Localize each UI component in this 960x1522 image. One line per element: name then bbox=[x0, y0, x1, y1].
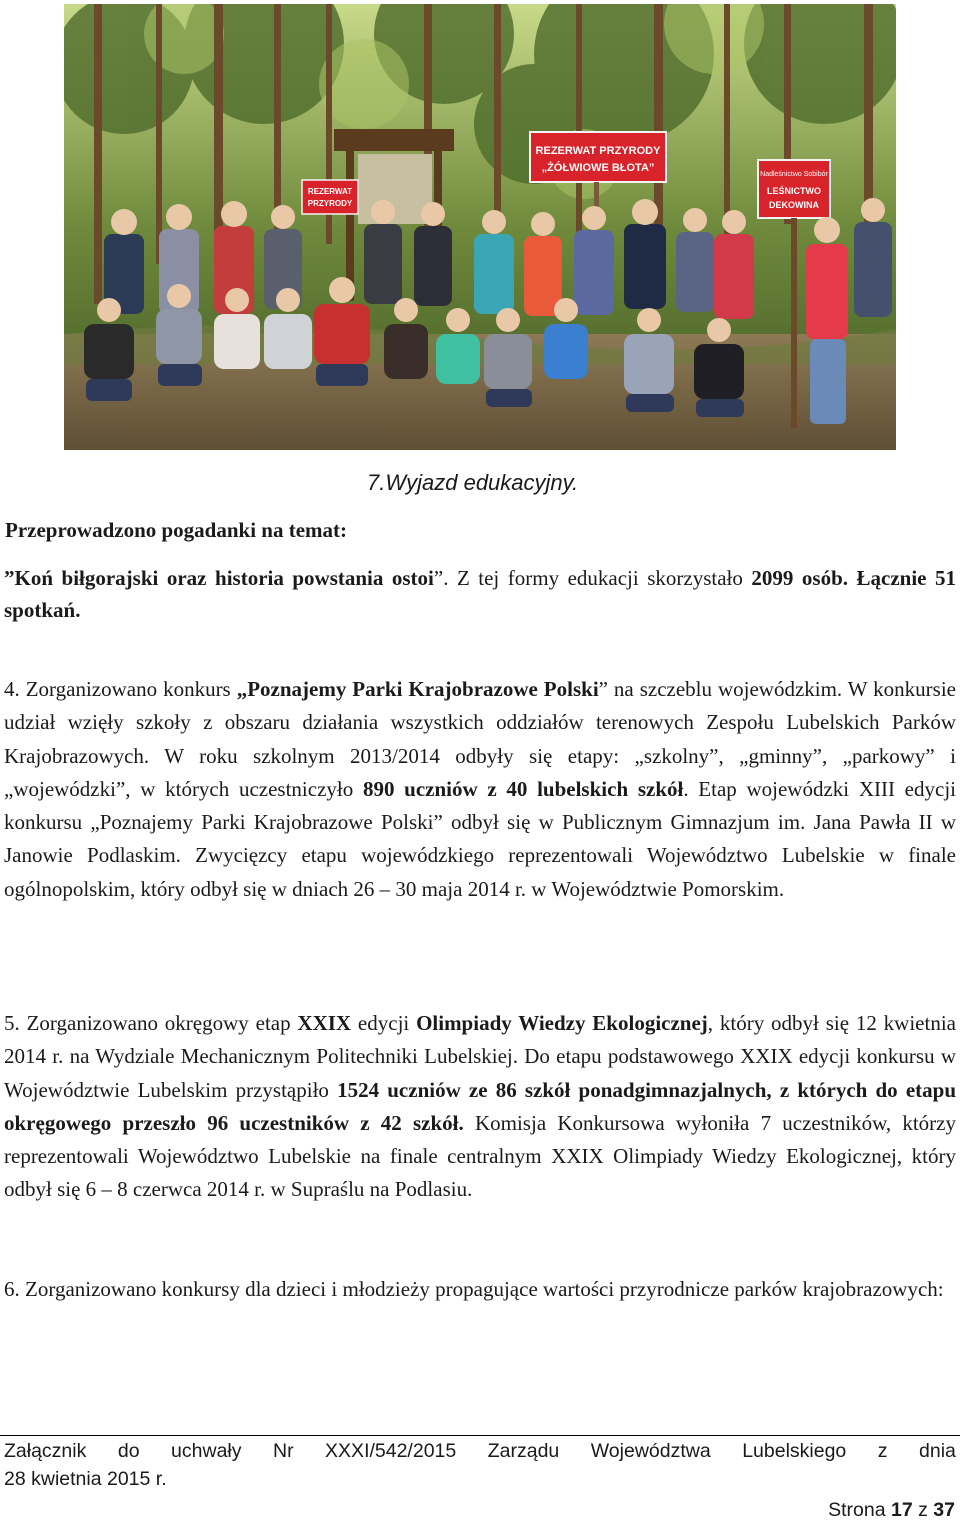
p4-bold-1: „Poznajemy Parki Krajobrazowe Polski bbox=[236, 677, 599, 701]
p5-bold-2: Olimpiady Wiedzy Ekologicznej bbox=[416, 1011, 708, 1035]
main-sign-line2: „ŻÓŁWIOWE BŁOTA” bbox=[541, 162, 655, 174]
footer-word: Województwa bbox=[590, 1440, 711, 1462]
p5-text-2: edycji bbox=[351, 1011, 417, 1035]
footer-word: z bbox=[877, 1440, 888, 1462]
right-sign-line3: DEKOWINA bbox=[769, 200, 819, 210]
p5-text-1: 5. Zorganizowano okręgowy etap bbox=[4, 1011, 298, 1035]
paragraph-5 bbox=[4, 1007, 956, 1207]
footer-divider bbox=[0, 1435, 960, 1436]
p5-text-4: Komisja Konkursowa wyłoniła 7 uczestników, którzy reprezentowali Województwo Lubelskie na finale centralnym XXIX Olimpiady Wiedzy Ekologicznej, który odbył się 6 – 8 czerwca 2014 r. w Supraślu na Podlasiu. bbox=[4, 1110, 956, 1202]
footer-word: Lubelskiego bbox=[742, 1440, 847, 1462]
right-sign-line1: Nadleśnictwo Sobibór bbox=[760, 171, 828, 178]
left-sign-line1: REZERWAT bbox=[307, 187, 353, 196]
p5-bold-1: XXIX bbox=[297, 1011, 352, 1035]
current-page: 17 bbox=[891, 1499, 913, 1521]
p4-text-1: 4. Zorganizowano konkurs bbox=[4, 677, 237, 701]
talk-text: ”. Z tej formy edukacji skorzystało bbox=[433, 566, 752, 590]
p4-text-2: ” na szczeblu wojewódzkim. W konkursie udział wzięły szkoły z obszaru działania wszystkich oddziałów terenowych Zespołu Lubelskich Parków Krajobrazowych. W roku szkolnym 2013/2014 odbyły się etapy: „szkolny”, „gminny”, „parkowy” i „wojewódzki”, w których uczestniczyło bbox=[4, 677, 956, 801]
footer-line-2: 28 kwietnia 2015 r. bbox=[4, 1468, 167, 1490]
of-label: z bbox=[918, 1499, 928, 1521]
footer-word: do bbox=[117, 1440, 140, 1462]
footer-word: XXXI/542/2015 bbox=[325, 1440, 457, 1462]
p5-bold-3: 1524 uczniów ze 86 szkół ponadgimnazjalnych, z których do etapu okręgowego przeszło 96 uczestników z 42 szkół. bbox=[4, 1077, 957, 1135]
main-sign-line1: REZERWAT PRZYRODY bbox=[535, 145, 661, 157]
p4-bold-2: 890 uczniów z 40 lubelskich szkół bbox=[362, 776, 684, 801]
paragraph-talks bbox=[4, 562, 956, 626]
right-sign-line2: LEŚNICTWO bbox=[767, 186, 821, 196]
talk-topic: ”Koń biłgorajski oraz historia powstania ostoi bbox=[4, 566, 434, 590]
p5-text-3: , który odbył się 12 kwietnia 2014 r. na Wydziale Mechanicznym Politechniki Lubelskiej. Do etapu podstawowego XXIX edycji konkursu w Województwie Lubelskim przystąpiło bbox=[4, 1011, 956, 1102]
footer-word: Zarządu bbox=[487, 1440, 560, 1462]
paragraph-6: 6. Zorganizowano konkursy dla dzieci i młodzieży propagujące wartości przyrodnicze parków krajobrazowych: bbox=[4, 1277, 944, 1301]
lead-heading: Przeprowadzono pogadanki na temat: bbox=[5, 518, 348, 542]
footer bbox=[4, 1437, 956, 1493]
group-photo bbox=[64, 4, 896, 450]
footer-word: Nr bbox=[272, 1440, 294, 1462]
total-pages: 37 bbox=[933, 1499, 955, 1521]
footer-word: uchwały bbox=[171, 1440, 242, 1462]
talk-stats: 2099 osób. Łącznie 51 spotkań. bbox=[4, 566, 956, 622]
p4-text-3: . Etap wojewódzki XIII edycji konkursu „Poznajemy Parki Krajobrazowe Polski” odbył się w Publicznym Gimnazjum im. Jana Pawła II w Janowie Podlaskim. Zwycięzcy etapu wojewódzkiego reprezentowali Województwo Lubelskie w finale ogólnopolskim, który odbył się w dniach 26 – 30 maja 2014 r. w Województwie Pomorskim. bbox=[4, 776, 956, 901]
page-label: Strona bbox=[828, 1499, 886, 1521]
paragraph-4 bbox=[4, 673, 956, 906]
footer-word: Załącznik bbox=[4, 1440, 87, 1462]
footer-line-1 bbox=[4, 1437, 956, 1465]
section-caption: 7.Wyjazd edukacyjny. bbox=[367, 470, 579, 495]
footer-word: dnia bbox=[919, 1440, 956, 1462]
page-number bbox=[828, 1499, 955, 1522]
left-sign-line2: PRZYRODY bbox=[307, 199, 353, 208]
